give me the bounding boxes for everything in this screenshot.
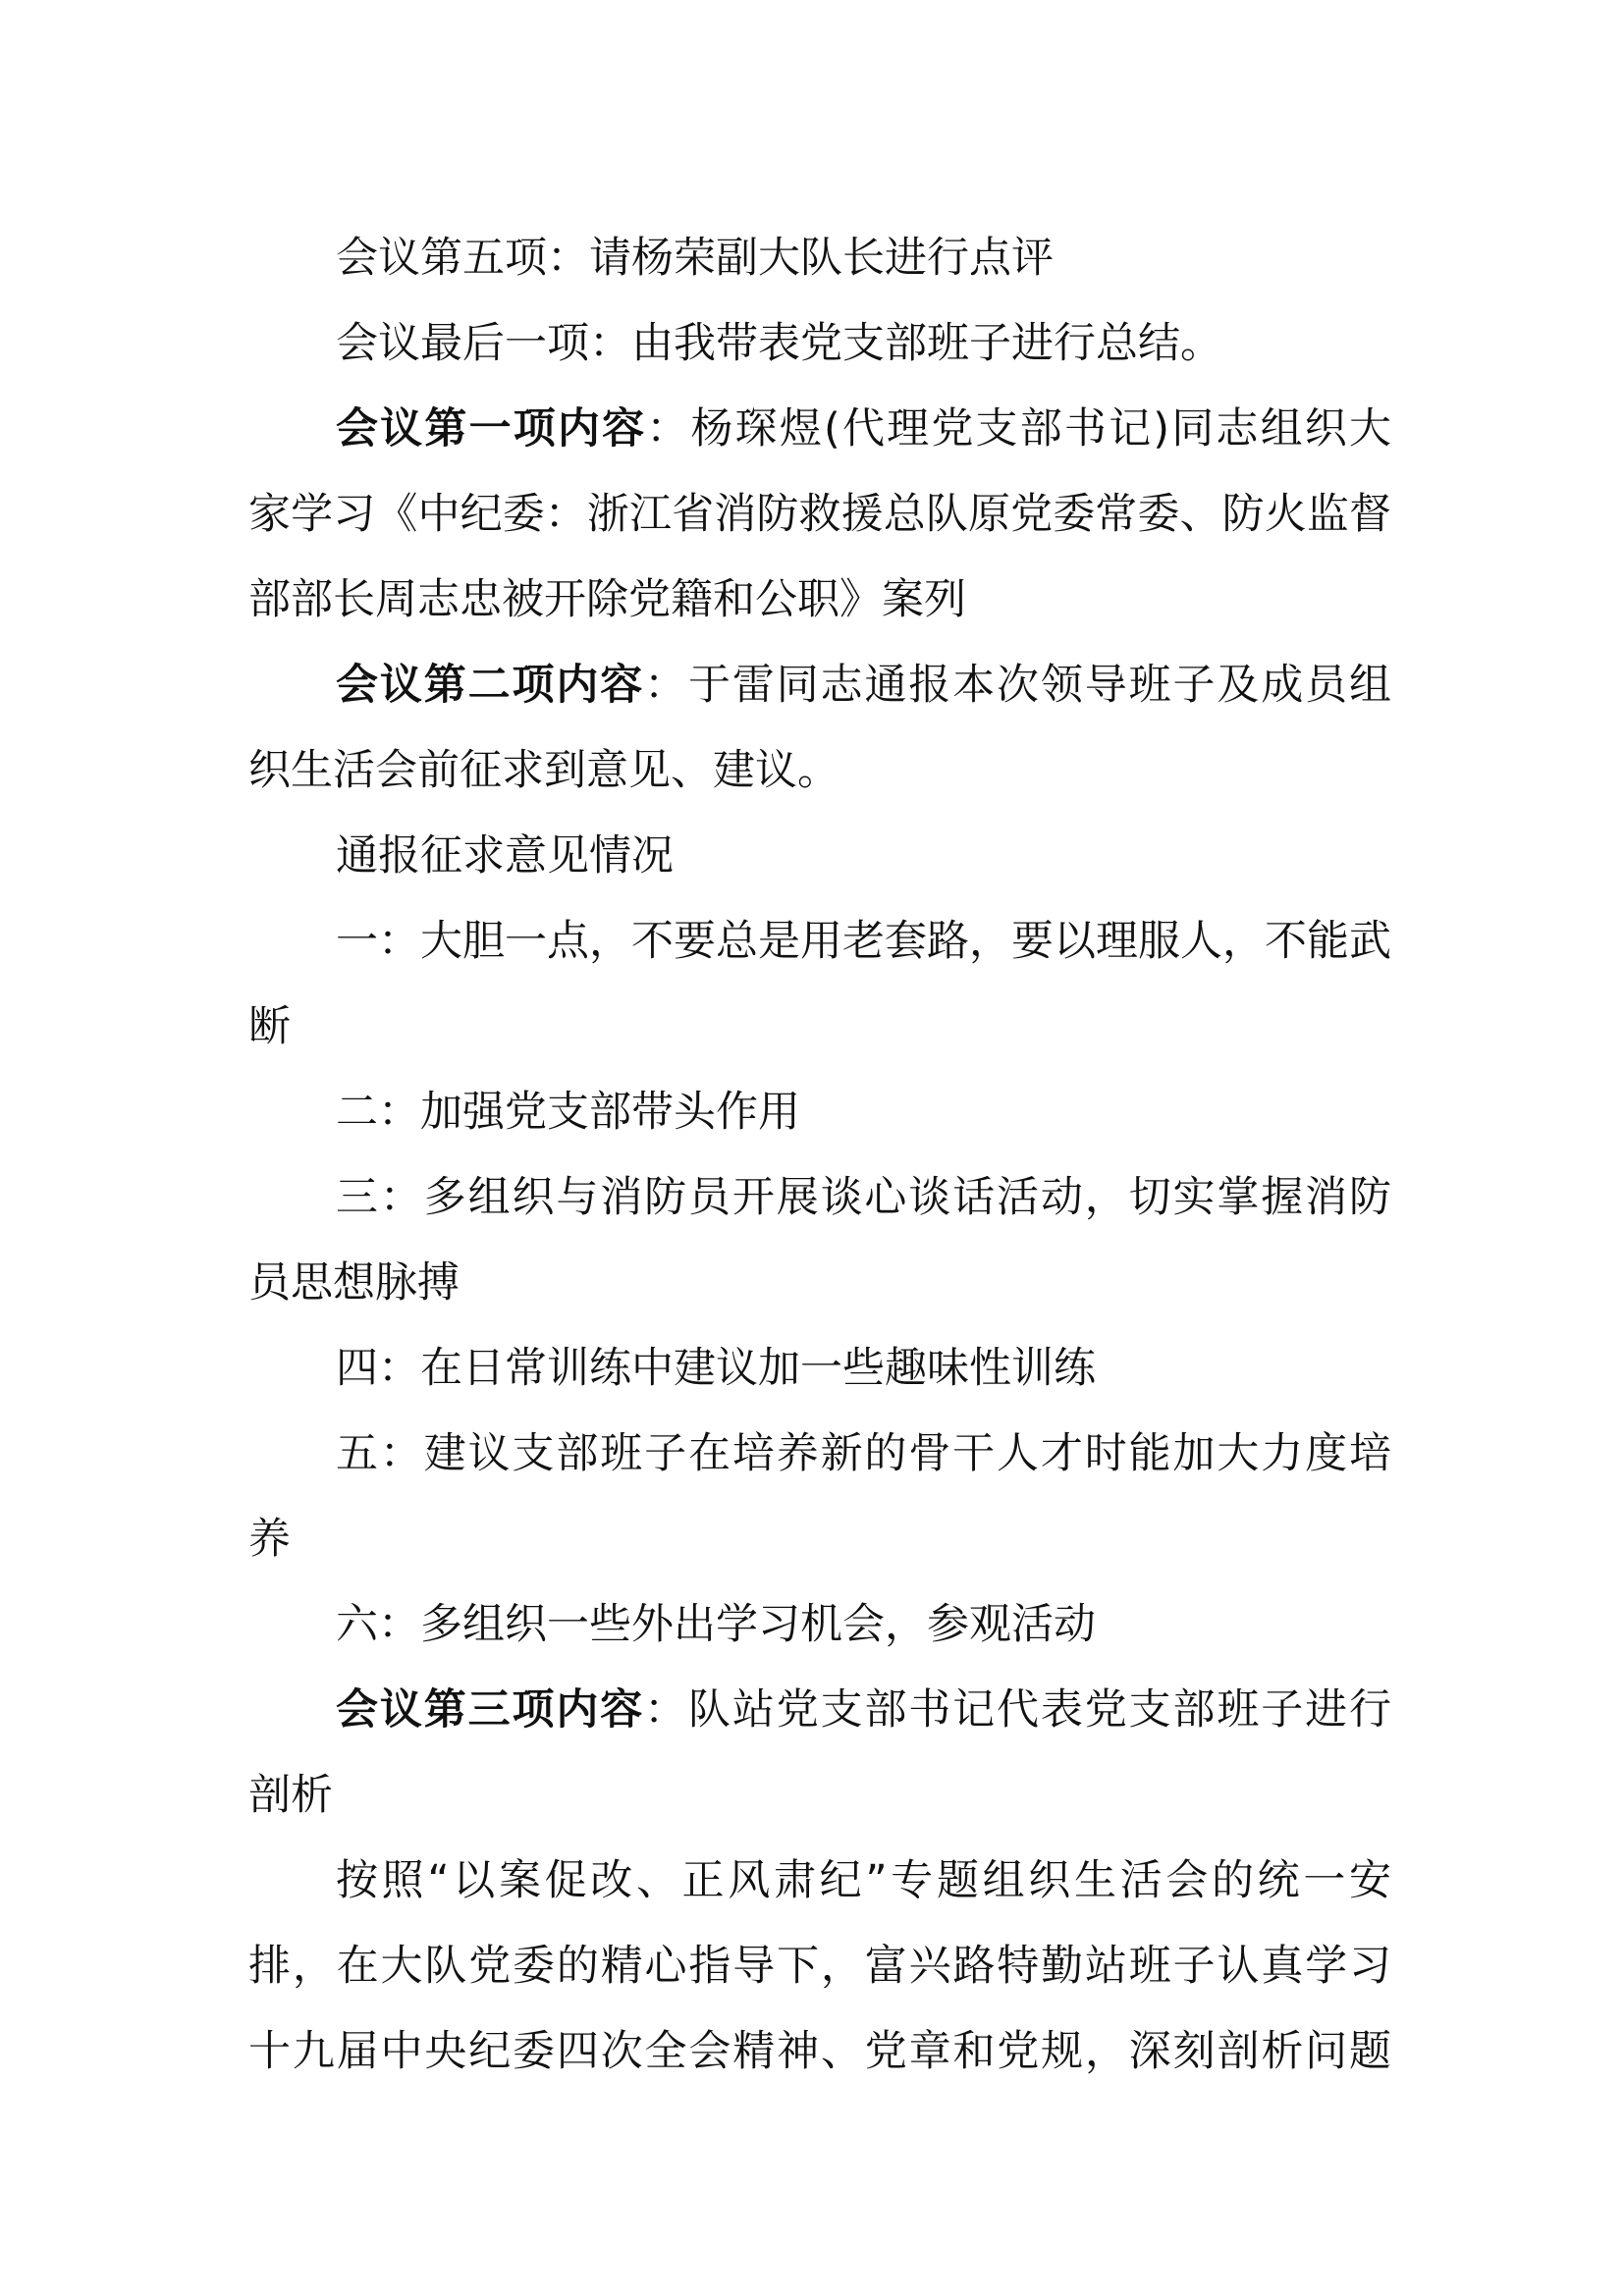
feedback-6: 六：多组织一些外出学习机会，参观活动 [336, 1600, 1096, 1649]
document-page [248, 216, 1391, 2095]
analysis-line-3: 十九届中央纪委四次全会精神、党章和党规，深刻剖析问题 [248, 2027, 1391, 2076]
item-1-line-2: 家学习《中纪委：浙江省消防救援总队原党委常委、防火监督 [248, 490, 1391, 539]
feedback-heading: 通报征求意见情况 [336, 831, 674, 881]
item-3-text: ：队站党支部书记代表党支部班子进行 [644, 1685, 1391, 1735]
item-3-heading: 会议第三项内容 [336, 1685, 645, 1735]
item-2-heading: 会议第二项内容 [336, 661, 645, 710]
analysis-line-1: 按照“以案促改、正风肃纪”专题组织生活会的统一安 [336, 1856, 1391, 1905]
item-1-heading: 会议第一项内容 [336, 404, 647, 454]
feedback-3-line-1: 三：多组织与消防员开展谈心谈话活动，切实掌握消防 [336, 1173, 1391, 1222]
feedback-2: 二：加强党支部带头作用 [336, 1088, 800, 1137]
feedback-4: 四：在日常训练中建议加一些趣味性训练 [336, 1344, 1096, 1393]
item-1-line-3: 部部长周志忠被开除党籍和公职》案列 [248, 575, 966, 624]
agenda-item-final: 会议最后一项：由我带表党支部班子进行总结。 [336, 319, 1222, 368]
feedback-3-line-2: 员思想脉搏 [248, 1258, 460, 1308]
feedback-1-line-2: 断 [248, 1002, 291, 1051]
item-2-text: ：于雷同志通报本次领导班子及成员组 [644, 661, 1391, 710]
item-3-line-1 [248, 1668, 1391, 1753]
analysis-line-2: 排，在大队党委的精心指导下，富兴路特勤站班子认真学习 [248, 1942, 1391, 1991]
item-1-line-1 [248, 387, 1391, 472]
item-2-line-1 [248, 643, 1391, 728]
feedback-5-line-1: 五：建议支部班子在培养新的骨干人才时能加大力度培 [336, 1429, 1391, 1478]
feedback-1-line-1: 一：大胆一点，不要总是用老套路，要以理服人，不能武 [336, 917, 1391, 966]
agenda-item-5: 会议第五项：请杨荣副大队长进行点评 [336, 234, 1054, 283]
item-2-line-2: 织生活会前征求到意见、建议。 [248, 746, 839, 795]
item-3-line-2: 剖析 [248, 1771, 333, 1820]
feedback-5-line-2: 养 [248, 1515, 291, 1564]
item-1-text: ：杨琛煜(代理党支部书记)同志组织大 [646, 404, 1391, 454]
